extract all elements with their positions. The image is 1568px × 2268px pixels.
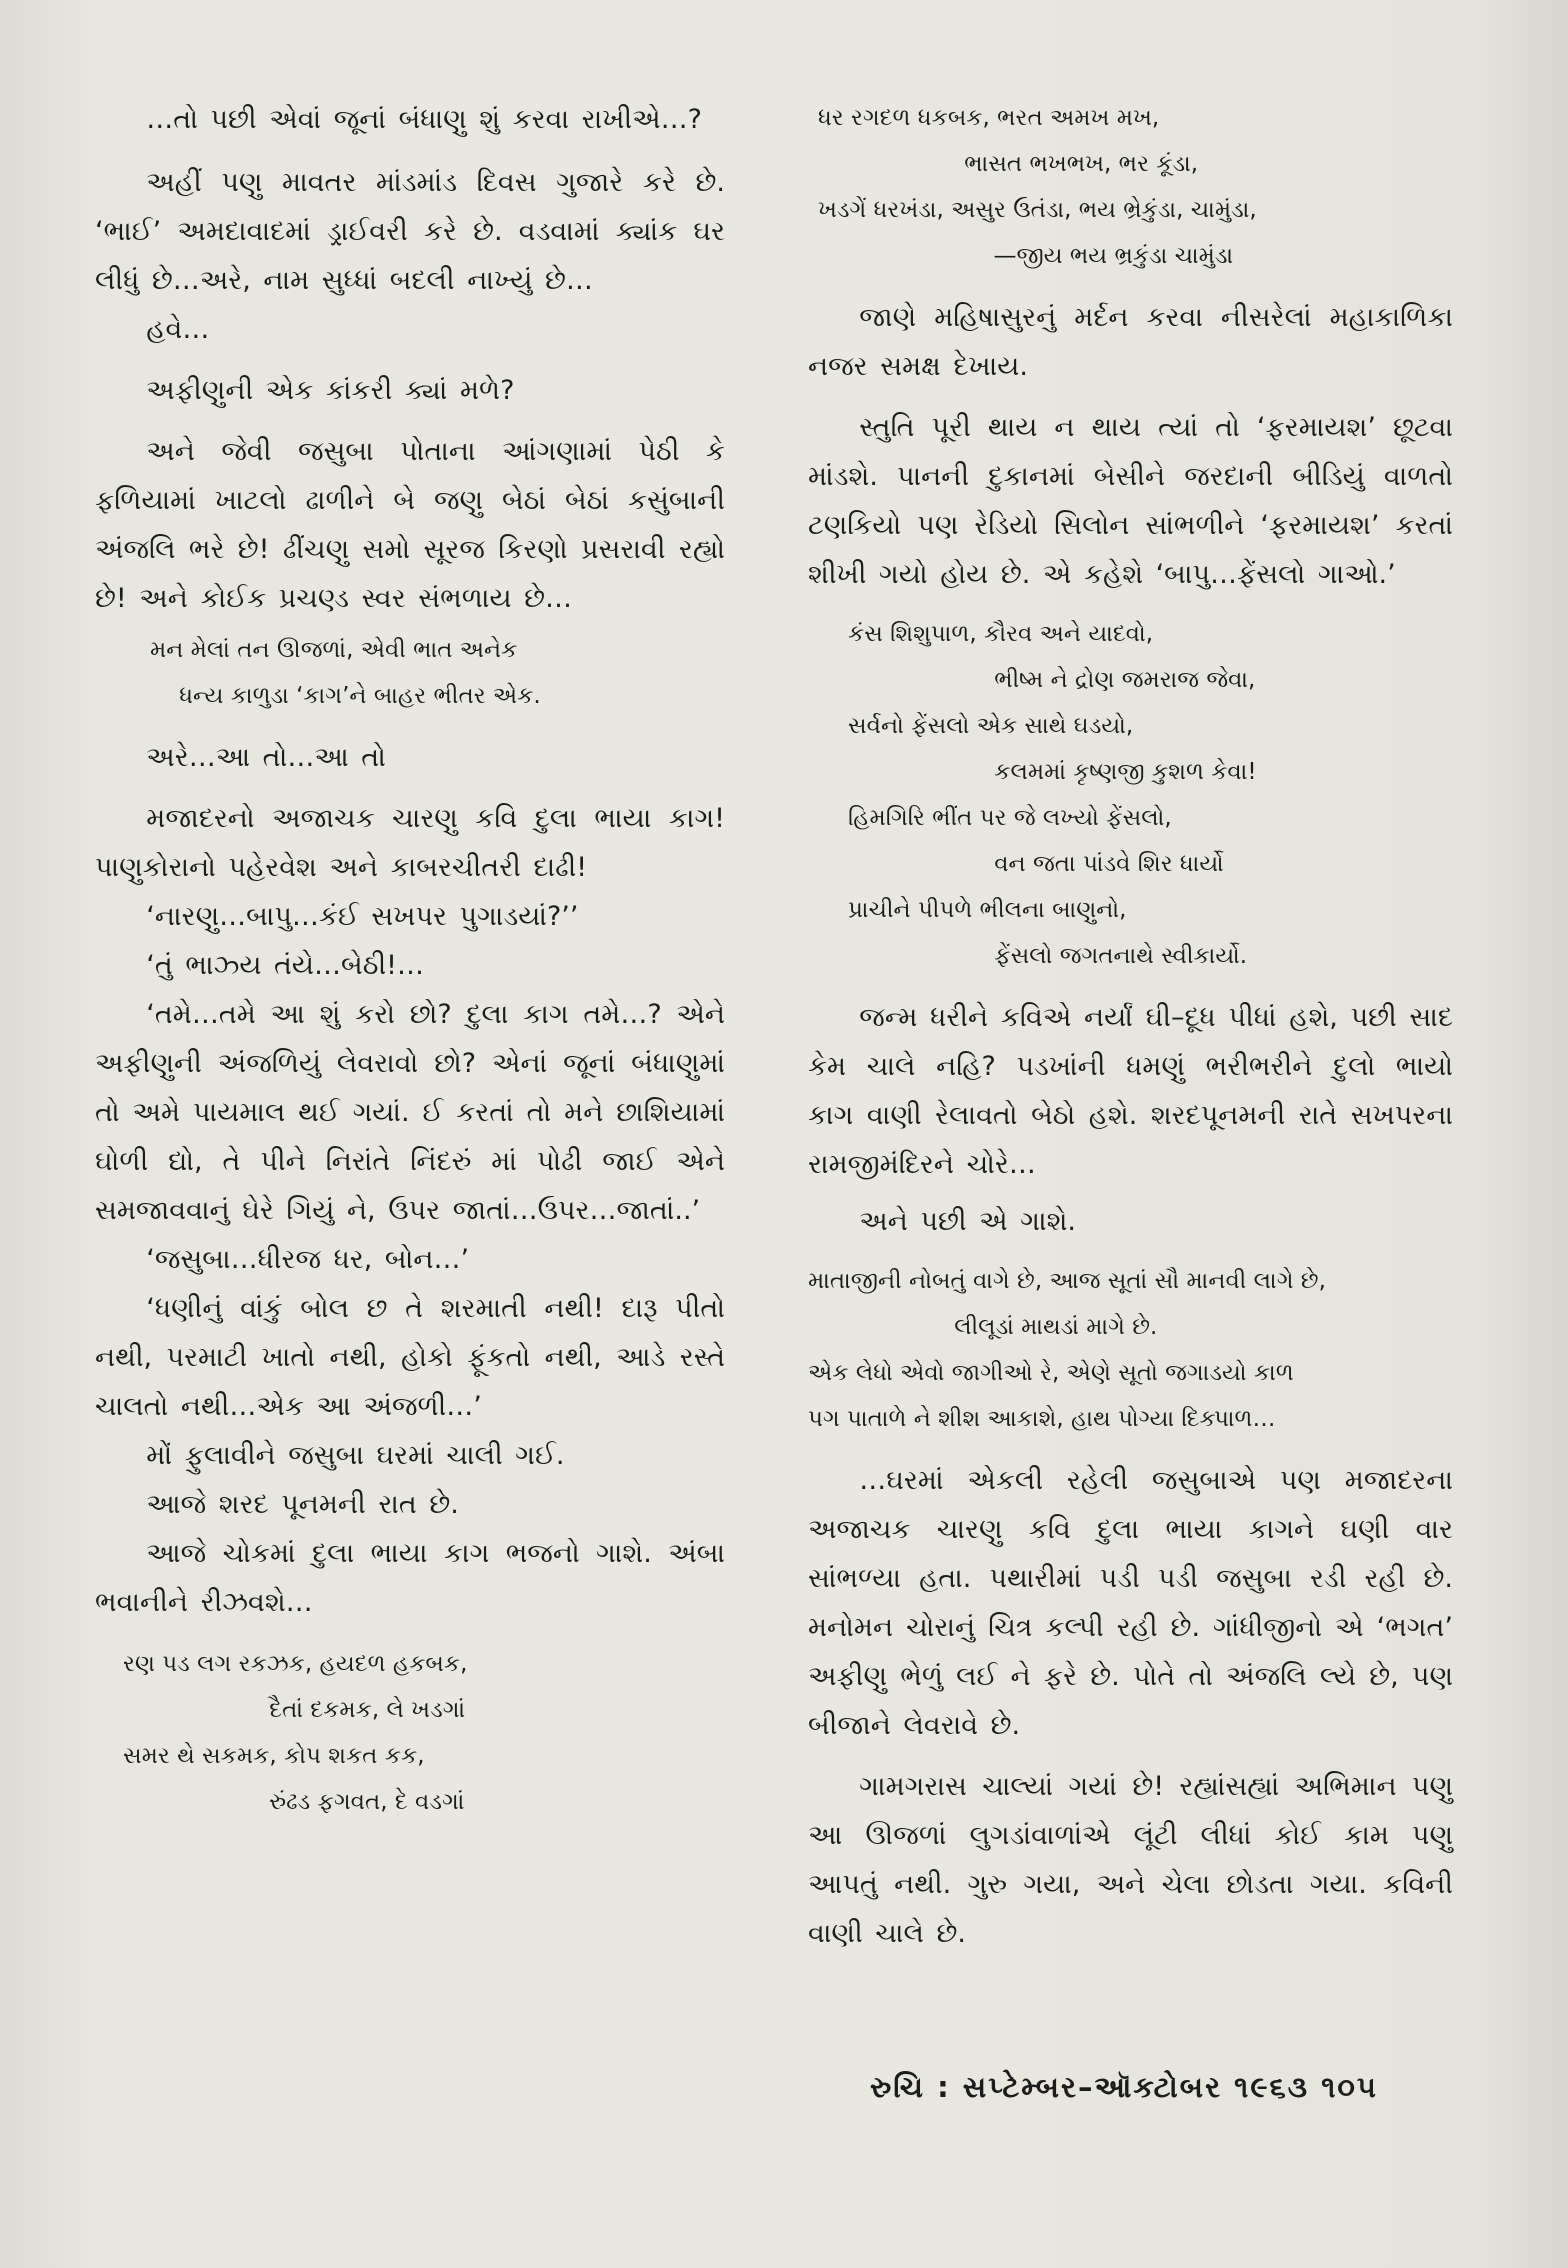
paragraph: મોં ફુલાવીને જસુબા ઘરમાં ચાલી ગઈ. [146, 1440, 565, 1471]
left-column [95, 95, 725, 1839]
verse-line: લીલૂડાં માથડાં માગે છે. [808, 1314, 1158, 1340]
dialogue-line: ‘નારણુ…બાપુ…કંઈ સખપર પુગાડયાં?’’ [146, 901, 579, 932]
verse-line: ફેંસલો જગતનાથે સ્વીકાર્યો. [848, 943, 1248, 969]
verse-line: ભાસત ભખભખ, ભર કૂંડા, [818, 151, 1199, 177]
paragraph: અને પછી એ ગાશે. [859, 1206, 1076, 1237]
paragraph: …ઘરમાં એકલી રહેલી જસુબાએ પણ મજાદરના અજાચક ચારણુ કવિ દુલા ભાયા કાગને ઘણી વાર સાંભળ્યા હતા. પથારીમાં પડી પડી જસુબા રડી રહી છે. મનોમન ચોરાનું ચિત્ર કલ્પી રહી છે. ગાંધીજીનો એ ‘ભગત’ અફીણુ ભેળું લઈ ને ફરે છે. પોતે તો અંજલિ લ્યે છે, પણ બીજાને લેવરાવે છે. [808, 1465, 1453, 1741]
dialogue-paragraph: ‘તમે…તમે આ શું કરો છો? દુલા કાગ તમે…? એને અફીણુની અંજળિયું લેવરાવો છો? એનાં જૂનાં બંધાણુમાં તો અમે પાયમાલ થઈ ગયાં. ઈ કરતાં તો મને છાશિયામાં ઘોળી દ્યો, તે પીને નિરાંતે નિંદરું માં પોઢી જાઈ એને સમજાવવાનું ઘેરે ગિયું ને, ઉપર જાતાં…ઉપર…જાતાં..’ [95, 999, 725, 1226]
dialogue-line: ‘જસુબા…ધીરજ ધર, બોન…’ [146, 1244, 470, 1275]
dialogue-paragraph: ‘ધણીનું વાંકું બોલ છ તે શરમાતી નથી! દારૂ પીતો નથી, પરમાટી ખાતો નથી, હોકો ફૂંકતો નથી, આડે રસ્તે ચાલતો નથી…એક આ અંજળી…’ [95, 1293, 725, 1422]
verse-line: દૈતાં દકમક, લે ખડગાં [123, 1697, 466, 1723]
paragraph: …તો પછી એવાં જૂનાં બંધાણુ શું કરવા રાખીએ…? [146, 104, 702, 135]
paragraph: જન્મ ધરીને કવિએ નર્યાં ઘી–દૂધ પીધાં હશે, પછી સાદ કેમ ચાલે નહિ? પડખાંની ધમણું ભરીભરીને દુલો ભાયો કાગ વાણી રેલાવતો બેઠો હશે. શરદપૂનમની રાતે સખપરના રામજીમંદિરને ચોરે… [808, 1002, 1453, 1180]
verse-line: કલમમાં કૃષ્ણજી કુશળ કેવા! [848, 759, 1257, 785]
paragraph: અને જેવી જસુબા પોતાના આંગણામાં પેઠી કે ફળિયામાં ખાટલો ઢાળીને બે જણુ બેઠાં બેઠાં કસુંબાની અંજલિ ભરે છે! ઢીંચણુ સમો સૂરજ કિરણો પ્રસરાવી રહ્યો છે! અને કોઈક પ્રચણ્ડ સ્વર સંભળાય છે… [95, 436, 725, 614]
verse-line: સર્વનો ફેંસલો એક સાથે ઘડયો, [848, 713, 1134, 739]
page-footer: રુચિ : સપ્ટેમ્બર–ઑક્ટોબર ૧૯૬૩ ૧૦૫ [870, 2070, 1378, 2104]
verse-line: રણ પડ લગ રકઝક, હયદળ હકબક, [123, 1651, 468, 1677]
right-column [808, 95, 1453, 1958]
verse-line: ધર રગદળ ધકબક, ભરત અમખ મખ, [818, 105, 1160, 131]
verse-line: એક લેધો એવો જાગીઓ રે, એણે સૂતો જગાડયો કાળ [808, 1360, 1294, 1386]
verse-line: પગ પાતાળે ને શીશ આકાશે, હાથ પોગ્યા દિક્પાળ… [808, 1406, 1276, 1432]
verse-line: ભીષ્મ ને દ્રોણ જમરાજ જેવા, [848, 667, 1256, 693]
verse-line: મન મેલાં તન ઊજળાં, એવી ભાત અનેક [150, 637, 518, 663]
verse-line: ખડગેં ધરખંડા, અસુર ઉતંડા, ભય ભ્રેકુંડા, ચામુંડા, [818, 197, 1257, 223]
verse-stanza [818, 95, 1453, 279]
verse-stanza [848, 611, 1453, 979]
verse-stanza [808, 1258, 1453, 1442]
paragraph: હવે… [146, 314, 210, 345]
paragraph: અહીં પણુ માવતર માંડમાંડ દિવસ ગુજારે કરે છે. ‘ભાઈ’ અમદાવાદમાં ડ્રાઈવરી કરે છે. વડવામાં ક્યાંક ઘર લીધું છે…અરે, નામ સુધ્ધાં બદલી નાખ્યું છે… [95, 167, 725, 296]
verse-line: —જીય ભય ભ્રકુંડા ચામુંડા [818, 243, 1234, 269]
verse-couplet [150, 627, 725, 719]
verse-line: સમર થે સકમક, કોપ શકત કક, [123, 1743, 425, 1769]
verse-stanza [123, 1641, 725, 1825]
verse-line: કંસ શિશુપાળ, કૌરવ અને યાદવો, [848, 621, 1154, 647]
paragraph: ગામગરાસ ચાલ્યાં ગયાં છે! રહ્યાંસહ્યાં અભિમાન પણુ આ ઊજળાં લુગડાંવાળાંએ લૂંટી લીધાં કોઈ કામ પણુ આપતું નથી. ગુરુ ગયા, અને ચેલા છોડતા ગયા. કવિની વાણી ચાલે છે. [808, 1771, 1453, 1949]
verse-line: પ્રાચીને પીપળે ભીલના બાણુનો, [848, 897, 1127, 923]
paragraph: અરે…આ તો…આ તો [146, 742, 386, 773]
paragraph: અફીણુની એક કાંકરી ક્યાં મળે? [146, 375, 515, 406]
dialogue-line: ‘તું ભાઝ્ય તંયે…બેઠી!… [146, 950, 424, 981]
verse-line: વન જતા પાંડવે શિર ધાર્યો [848, 851, 1224, 877]
paragraph: આજે શરદ પૂનમની રાત છે. [146, 1489, 459, 1520]
verse-line: હિમગિરિ ભીંત પર જે લખ્યો ફેંસલો, [848, 805, 1172, 831]
verse-line: માતાજીની નોબતું વાગે છે, આજ સૂતાં સૌ માનવી લાગે છે, [808, 1268, 1326, 1294]
verse-line: ધન્ય કાળુડા ‘કાગ’ને બાહર ભીતર એક. [150, 683, 541, 709]
paragraph: મજાદરનો અજાચક ચારણુ કવિ દુલા ભાયા કાગ! પાણુકોરાનો પહેરવેશ અને કાબરચીતરી દાઢી! [95, 803, 725, 883]
paragraph: સ્તુતિ પૂરી થાય ન થાય ત્યાં તો ‘ફરમાયશ’ છૂટવા માંડશે. પાનની દુકાનમાં બેસીને જરદાની બીડિયું વાળતો ટણકિયો પણ રેડિયો સિલોન સાંભળીને ‘ફરમાયશ’ કરતાં શીખી ગયો હોય છે. એ કહેશે ‘બાપુ…ફેંસલો ગાઓ.’ [808, 412, 1453, 590]
paragraph: આજે ચોકમાં દુલા ભાયા કાગ ભજનો ગાશે. અંબા ભવાનીને રીઝવશે… [95, 1538, 725, 1618]
verse-line: રુંઢડ ફગવત, દે વડગાં [123, 1789, 465, 1815]
paragraph: જાણે મહિષાસુરનું મર્દન કરવા નીસરેલાં મહાકાળિકા નજર સમક્ષ દેખાય. [808, 302, 1453, 382]
